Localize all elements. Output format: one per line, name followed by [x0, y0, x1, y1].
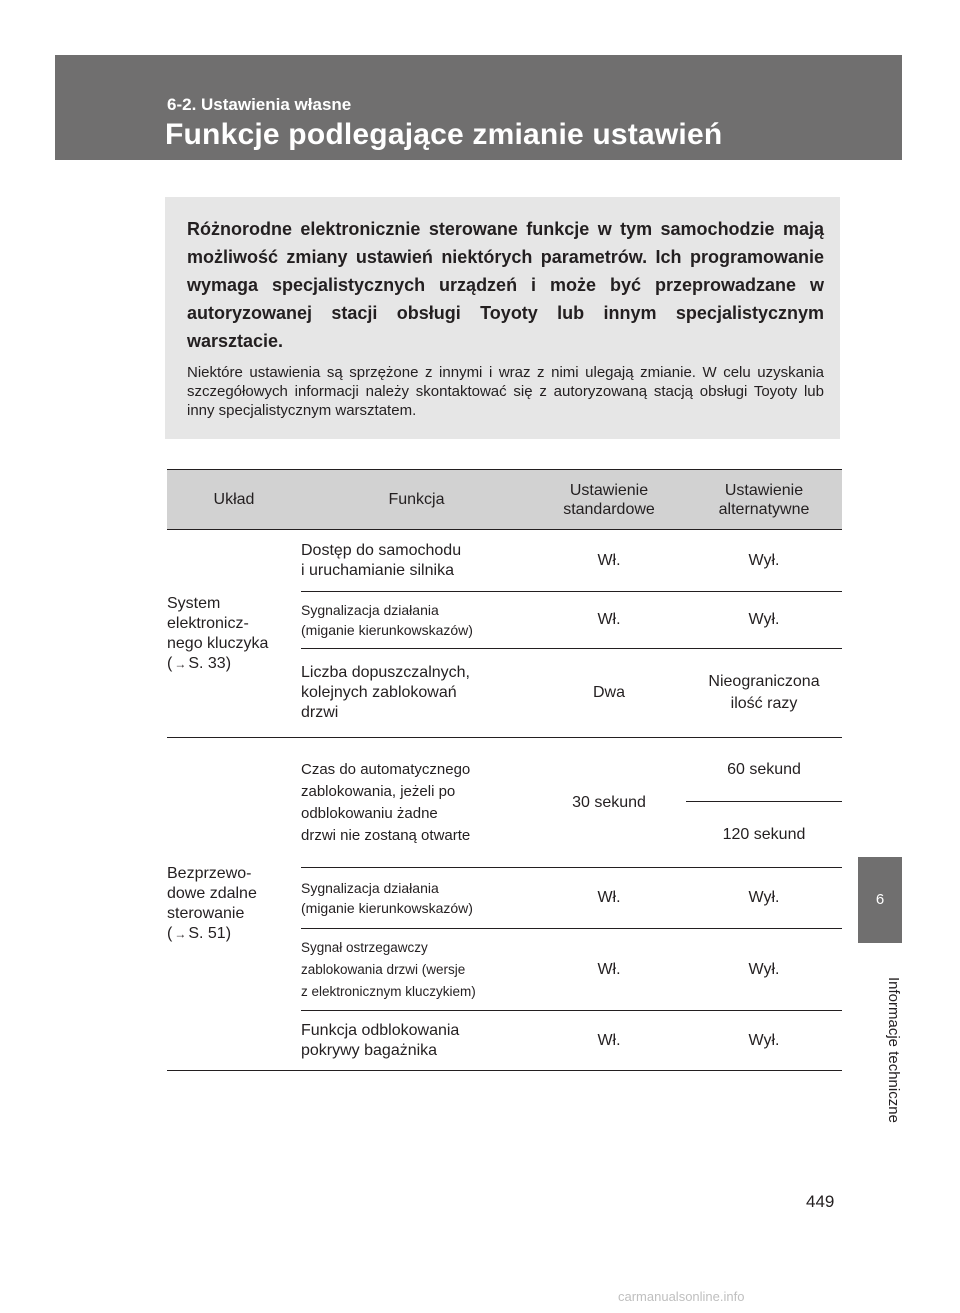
alternative-value: Wył.: [686, 1011, 842, 1071]
system-cell: [167, 738, 301, 1071]
header-function: Funkcja: [301, 470, 532, 530]
chapter-tab: 6: [858, 857, 902, 943]
arrow-right-icon: →: [174, 656, 187, 671]
function-line: (miganie kierunkowskazów): [301, 900, 473, 916]
function-cell: [301, 738, 532, 868]
header-alternative: [686, 470, 842, 530]
function-cell: [301, 929, 532, 1011]
table-header-row: [167, 470, 842, 530]
alternative-value: 120 sekund: [686, 802, 842, 868]
system-line: Bezprzewo-: [167, 865, 252, 882]
function-line: Czas do automatycznego: [301, 760, 471, 778]
function-line: odblokowaniu żadne: [301, 804, 438, 822]
page-reference: ( → S. 51): [167, 925, 232, 942]
system-line: dowe zdalne: [167, 885, 257, 902]
alternative-value: [686, 649, 842, 738]
function-line: Dostęp do samochodu: [301, 541, 462, 559]
intro-note: Niektóre ustawienia są sprzężone z innymi i wraz z nimi ulegają zmianie. W celu uzyskania szczegółowych informacji należy skontaktować się z autoryzowaną stacją obsługi Toyoty lub inny specjalistycznym warsztatem.: [187, 364, 824, 419]
page-number: 449: [806, 1192, 835, 1211]
function-line: zablokowania drzwi (wersje: [301, 961, 466, 977]
function-line: (miganie kierunkowskazów): [301, 622, 473, 638]
page-title: Funkcje podlegające zmianie ustawień: [165, 118, 723, 151]
function-cell: [301, 868, 532, 929]
page-reference: ( → S. 33): [167, 654, 232, 672]
function-cell: [301, 530, 532, 592]
alternative-value: Wył.: [686, 929, 842, 1011]
standard-value: Wł.: [532, 868, 686, 929]
standard-value: Wł.: [532, 592, 686, 649]
chapter-header: [55, 55, 902, 160]
header-alternative-label: Ustawienie alternatywne: [718, 481, 810, 518]
function-cell: [301, 1011, 532, 1071]
function-line: zablokowania, jeżeli po: [301, 782, 456, 800]
system-line: nego kluczyka: [167, 634, 269, 652]
system-cell: [167, 530, 301, 738]
header-system: Układ: [167, 470, 301, 530]
standard-value: Wł.: [532, 929, 686, 1011]
function-line: Sygnał ostrzegawczy: [301, 939, 428, 955]
arrow-right-icon: →: [174, 927, 187, 941]
header-standard: [532, 470, 686, 530]
intro-box: [165, 197, 840, 439]
standard-value: Dwa: [532, 649, 686, 738]
function-line: Funkcja odblokowania: [301, 1021, 460, 1039]
function-line: Liczba dopuszczalnych,: [301, 664, 470, 681]
function-line: drzwi nie zostaną otwarte: [301, 826, 471, 844]
intro-text: Różnorodne elektronicznie sterowane funkcje w tym samochodzie mają możliwość zmiany ustawień niektórych parametrów. Ich programowanie wymaga specjalistycznych urządzeń i może być przeprowadzane w autoryzowanej stacji obsługi Toyoty lub innym specjalistycznym warsztacie.: [187, 219, 824, 351]
alternative-value: Wył.: [686, 868, 842, 929]
system-line: System: [167, 594, 221, 612]
function-line: i uruchamianie silnika: [301, 561, 454, 579]
system-line: sterowanie: [167, 905, 245, 922]
standard-value: Wł.: [532, 1011, 686, 1071]
alternative-value: Wył.: [686, 530, 842, 592]
function-line: kolejnych zablokowań: [301, 684, 457, 701]
reference-text: S. 33: [188, 654, 226, 672]
table-row: [167, 738, 842, 802]
footer-watermark: carmanualsonline.info: [618, 1289, 745, 1304]
table-row: [167, 530, 842, 592]
function-cell: [301, 649, 532, 738]
function-line: Sygnalizacja działania: [301, 602, 439, 618]
function-line: z elektronicznym kluczykiem): [301, 983, 476, 999]
function-line: Sygnalizacja działania: [301, 880, 439, 896]
chapter-title: Informacje techniczne: [885, 977, 902, 1123]
header-standard-label: Ustawienie standardowe: [563, 481, 655, 518]
reference-text: S. 51: [188, 925, 226, 942]
standard-value: 30 sekund: [532, 738, 686, 868]
settings-table: [167, 469, 842, 1071]
section-label: 6-2. Ustawienia własne: [167, 95, 352, 114]
function-cell: [301, 592, 532, 649]
alternative-text: Nieograniczona ilość razy: [708, 673, 820, 712]
system-line: elektronicz-: [167, 614, 249, 632]
standard-value: Wł.: [532, 530, 686, 592]
function-line: drzwi: [301, 704, 339, 721]
function-line: pokrywy bagażnika: [301, 1041, 438, 1059]
alternative-value: Wył.: [686, 592, 842, 649]
alternative-value: 60 sekund: [686, 738, 842, 802]
